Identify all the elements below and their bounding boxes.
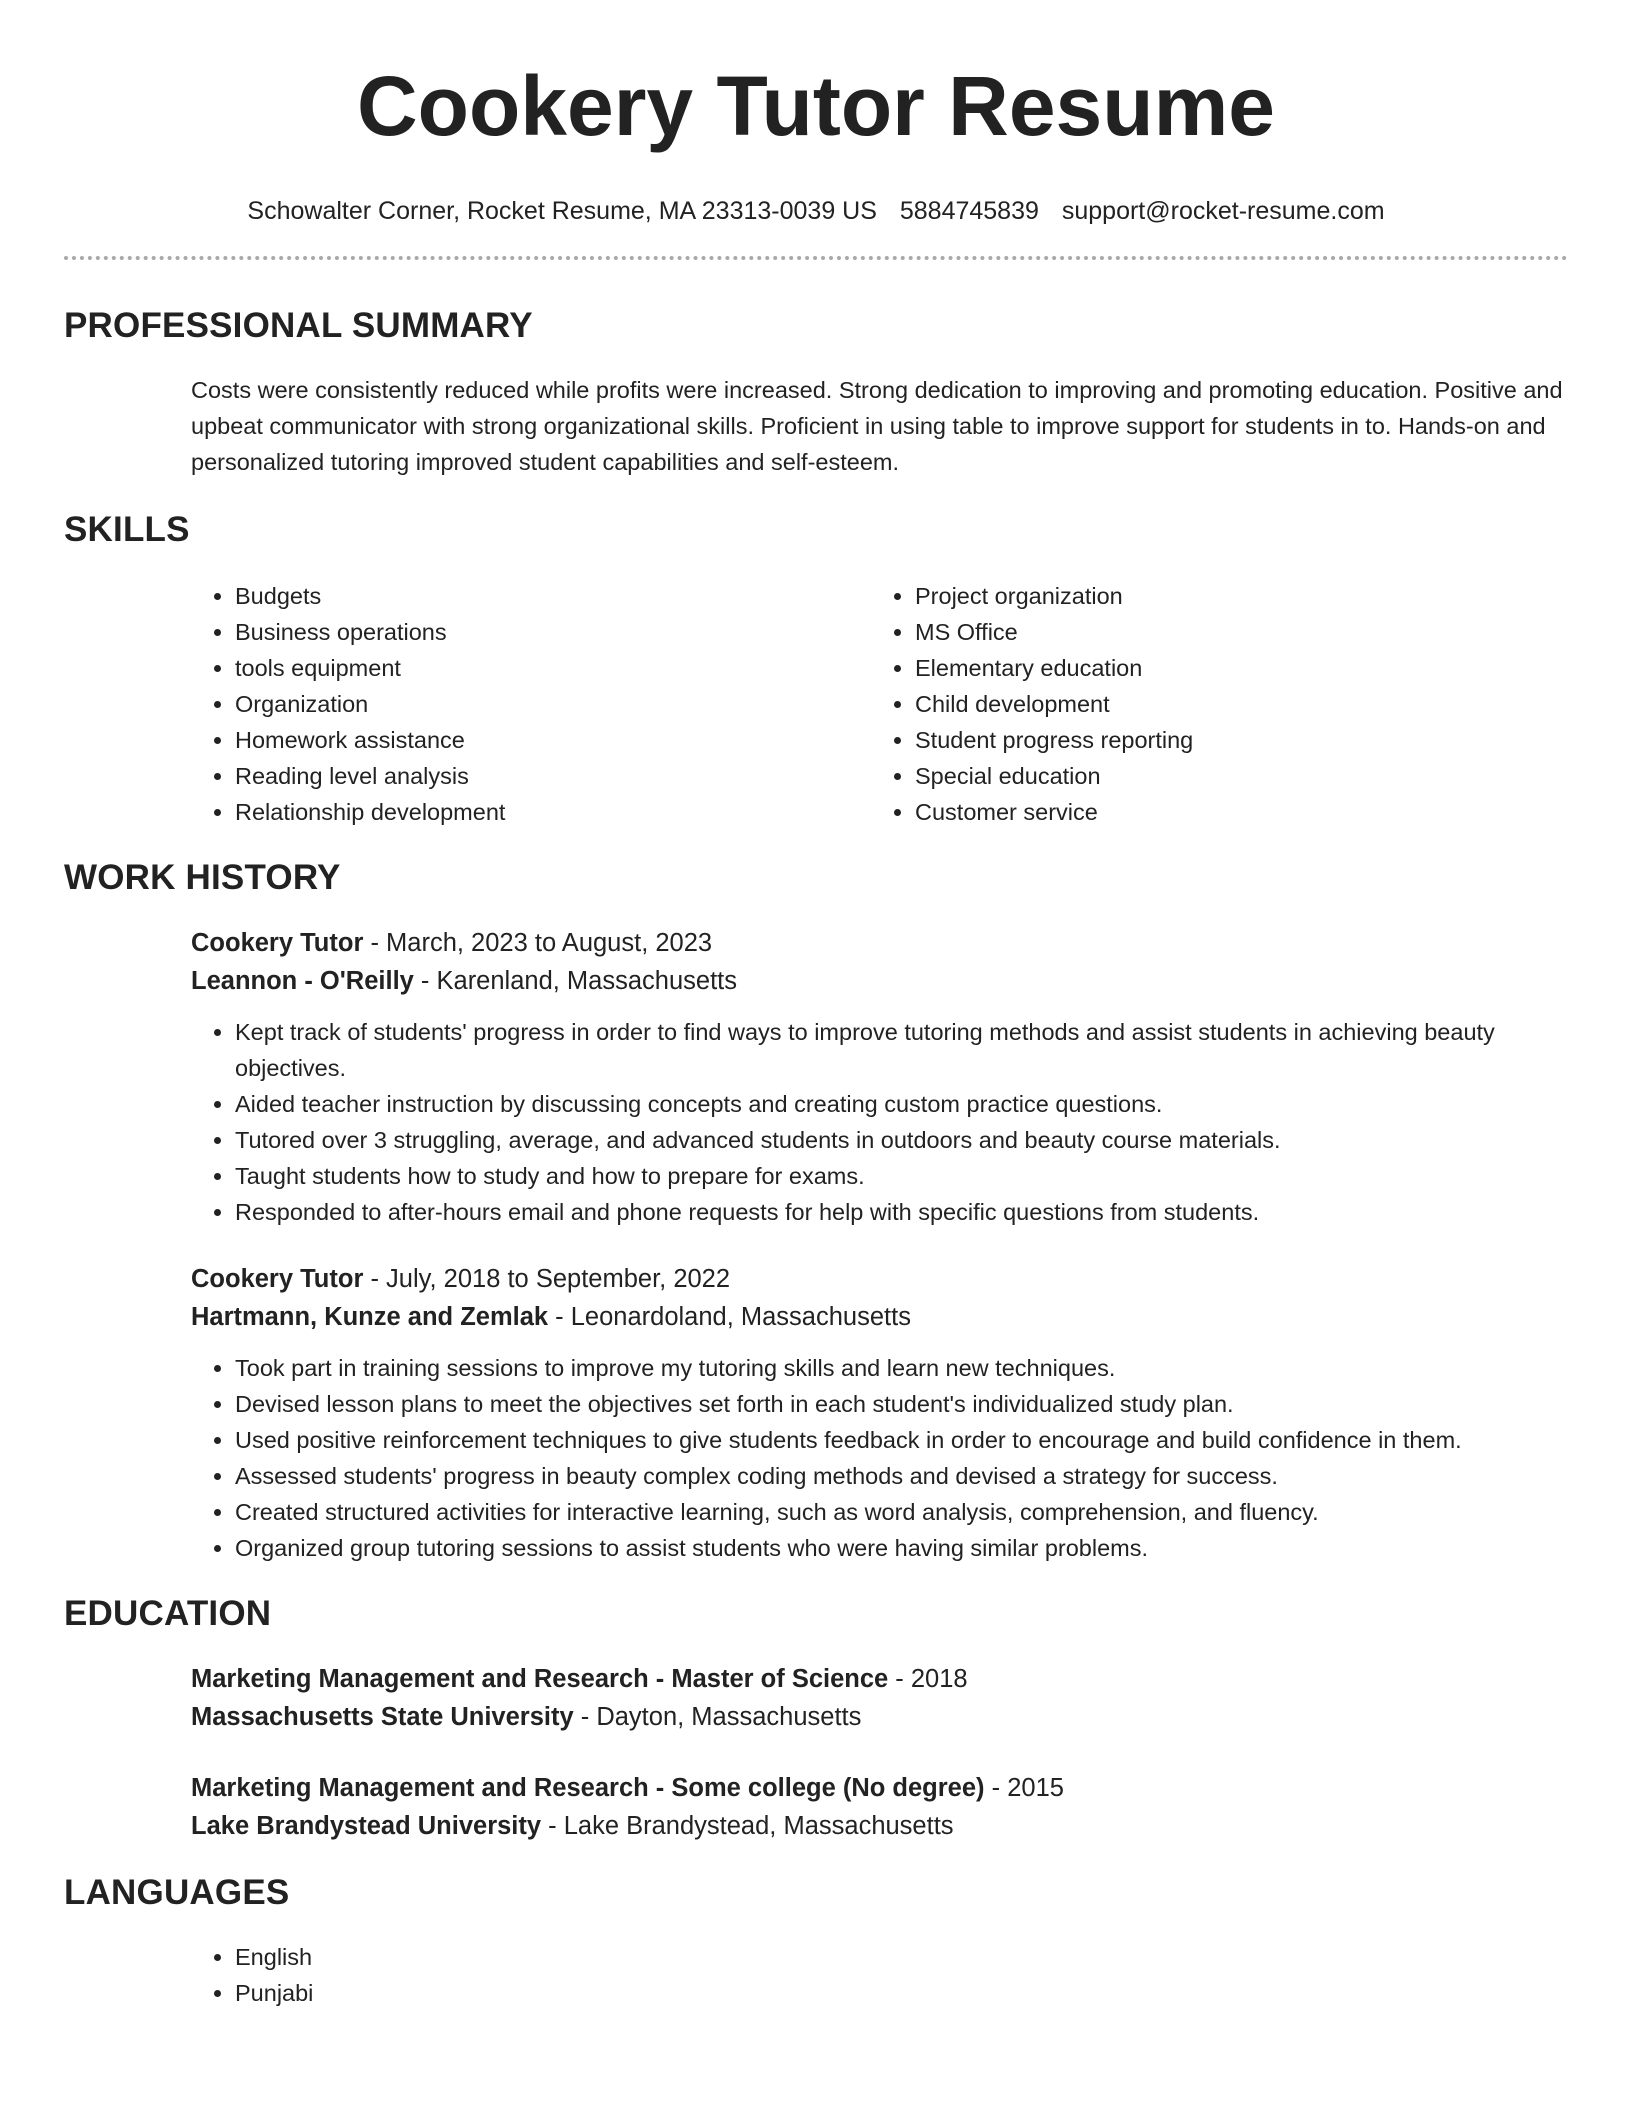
job-duty: • Responded to after-hours email and phone requests for help with specific questions from students. (235, 1194, 1568, 1230)
skills-section (64, 578, 1568, 830)
education-school-line (191, 1698, 1568, 1736)
language-item: • English (235, 1939, 1568, 1975)
job-duty: • Used positive reinforcement techniques to give students feedback in order to encourage and build confidence in them. (235, 1422, 1568, 1458)
job-company-line (191, 1298, 1568, 1336)
skill-item: • Customer service (915, 794, 1551, 830)
education-year: - 2018 (888, 1665, 968, 1693)
job-company: Hartmann, Kunze and Zemlak (191, 1303, 549, 1331)
languages-heading: LANGUAGES (64, 1873, 290, 1912)
education-degree: Marketing Management and Research - Some college (No degree) (191, 1774, 985, 1802)
skill-item: • Budgets (235, 578, 871, 614)
job-location: - Karenland, Massachusetts (413, 967, 738, 995)
education-entry (191, 1660, 1568, 1736)
job-duty: • Devised lesson plans to meet the objectives set forth in each student's individualized study plan. (235, 1386, 1568, 1422)
job-title-line (191, 924, 1568, 962)
job-duty: • Tutored over 3 struggling, average, and advanced students in outdoors and beauty course materials. (235, 1122, 1568, 1158)
job-dates: - March, 2023 to August, 2023 (363, 929, 713, 957)
contact-phone: 5884745839 (899, 197, 1039, 225)
skills-grid (191, 578, 1568, 830)
job-duty: • Took part in training sessions to improve my tutoring skills and learn new techniques. (235, 1350, 1568, 1386)
education-school: Massachusetts State University (191, 1703, 574, 1731)
summary-text: Costs were consistently reduced while profits were increased. Strong dedication to improving and promoting education. Positive and upbeat communicator with strong organizational skills. Proficient in using table to improve support for students in to. Hands-on and personalized tutoring improved student capabilities and self-esteem. (191, 377, 1563, 475)
skill-item: • MS Office (915, 614, 1551, 650)
skill-item: • Student progress reporting (915, 722, 1551, 758)
education-entry (191, 1769, 1568, 1845)
skill-item: • Child development (915, 686, 1551, 722)
languages-section (64, 1939, 1568, 2011)
resume-title: Cookery Tutor Resume (357, 59, 1275, 153)
skill-item: • Relationship development (235, 794, 871, 830)
contact-address: Schowalter Corner, Rocket Resume, MA 23313-0039 US (247, 197, 877, 225)
skills-list-right (871, 578, 1551, 830)
job-title: Cookery Tutor (191, 1265, 364, 1293)
job-duty: • Assessed students' progress in beauty complex coding methods and devised a strategy for success. (235, 1458, 1568, 1494)
job-company-line (191, 962, 1568, 1000)
job-duty: • Created structured activities for interactive learning, such as word analysis, comprehension, and fluency. (235, 1494, 1568, 1530)
job-duty: • Kept track of students' progress in order to find ways to improve tutoring methods and assist students in achieving beauty objectives. (235, 1014, 1568, 1086)
job-duties (191, 1350, 1568, 1566)
job-location: - Leonardoland, Massachusetts (548, 1303, 911, 1331)
education-degree: Marketing Management and Research - Master of Science (191, 1665, 889, 1693)
summary-heading: PROFESSIONAL SUMMARY (64, 306, 533, 345)
summary-section (64, 372, 1568, 480)
education-year: - 2015 (984, 1774, 1064, 1802)
education-school-line (191, 1807, 1568, 1845)
job-entry (191, 924, 1568, 1230)
skills-column-left (191, 578, 871, 830)
education-school: Lake Brandystead University (191, 1812, 542, 1840)
education-degree-line (191, 1769, 1568, 1807)
work-heading: WORK HISTORY (64, 858, 341, 897)
job-dates: - July, 2018 to September, 2022 (363, 1265, 731, 1293)
skills-heading: SKILLS (64, 510, 190, 549)
job-duty: • Taught students how to study and how to prepare for exams. (235, 1158, 1568, 1194)
skill-item: • Elementary education (915, 650, 1551, 686)
contact-line (64, 194, 1568, 228)
language-item: • Punjabi (235, 1975, 1568, 2011)
job-title-line (191, 1260, 1568, 1298)
education-section (64, 1660, 1568, 1845)
header-divider (64, 256, 1568, 260)
education-location: - Lake Brandystead, Massachusetts (541, 1812, 954, 1840)
skill-item: • Project organization (915, 578, 1551, 614)
job-duty: • Organized group tutoring sessions to assist students who were having similar problems. (235, 1530, 1568, 1566)
education-location: - Dayton, Massachusetts (573, 1703, 862, 1731)
skill-item: • Reading level analysis (235, 758, 871, 794)
job-title: Cookery Tutor (191, 929, 364, 957)
skill-item: • Business operations (235, 614, 871, 650)
work-section (64, 924, 1568, 1566)
skills-column-right (871, 578, 1551, 830)
skills-list-left (191, 578, 871, 830)
job-entry (191, 1260, 1568, 1566)
languages-list (191, 1939, 1568, 2011)
job-duties (191, 1014, 1568, 1230)
education-heading: EDUCATION (64, 1594, 272, 1633)
education-degree-line (191, 1660, 1568, 1698)
contact-email: support@rocket-resume.com (1061, 197, 1385, 225)
skill-item: • Organization (235, 686, 871, 722)
skill-item: • Special education (915, 758, 1551, 794)
skill-item: • Homework assistance (235, 722, 871, 758)
skill-item: • tools equipment (235, 650, 871, 686)
job-company: Leannon - O'Reilly (191, 967, 414, 995)
job-duty: • Aided teacher instruction by discussing concepts and creating custom practice questions. (235, 1086, 1568, 1122)
